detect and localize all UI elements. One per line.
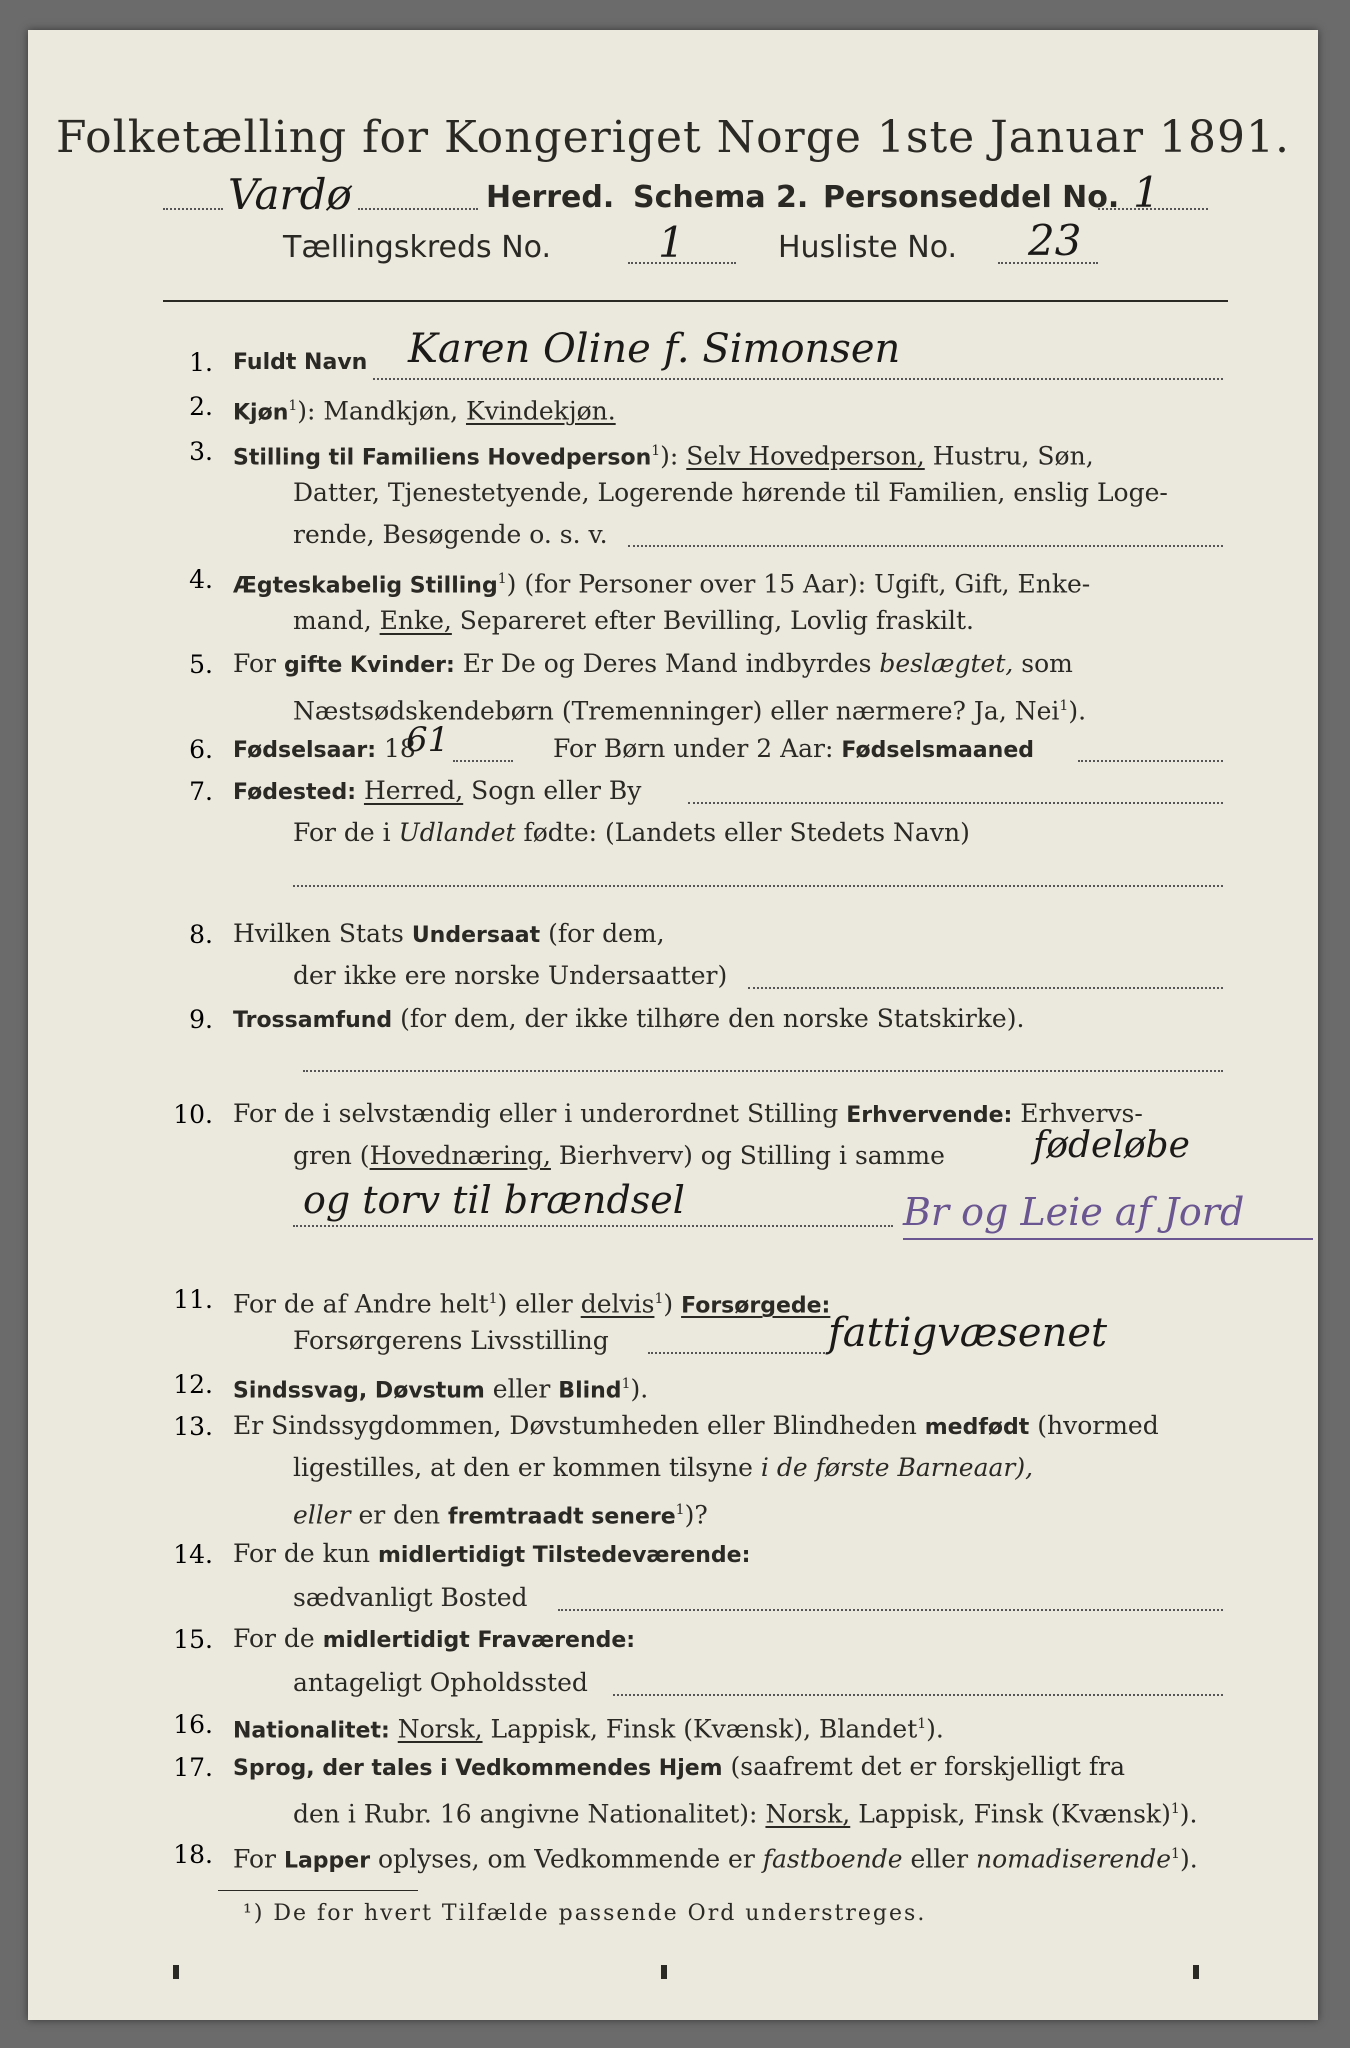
sup-mark: 1 [1170,1801,1180,1817]
header-rule [163,300,1228,302]
q12-label: Sindssvag, Døvstum [233,1378,485,1404]
q5-text-c: som [1013,649,1073,678]
q11-text-b: ) eller [497,1289,581,1319]
herred-label: Herred. [486,180,615,215]
q12-label2: Blind [558,1378,622,1404]
q13-text-a: Er Sindssygdommen, Døvstumheden eller Blindheden [233,1411,925,1440]
q7-line2-it: Udlandet [398,818,516,847]
sup-mark: 1 [917,1716,927,1732]
q17-selected: Norsk, [765,1799,851,1829]
sup-mark: 1 [675,1502,685,1518]
herred-value: Vardø [228,170,352,219]
q13-line3-it: eller [293,1500,351,1530]
dotted-line [648,1352,828,1354]
personseddel-label: Personseddel No. [823,180,1120,215]
dotted-line [628,262,736,264]
sup-mark: 1 [488,1291,498,1307]
q8-label: Undersaat [411,923,541,948]
q4-text [233,563,1090,602]
q4-label: Ægteskabelig Stilling [233,573,498,599]
q18-it2: nomadiserende [976,1844,1172,1874]
q18-it1: fastboende [762,1844,903,1874]
footnote-rule [218,1890,418,1891]
q13-text [233,1410,1159,1444]
q18-text-c: eller [902,1844,976,1874]
q6-text-a: For Børn under 2 Aar: [553,734,842,763]
sup-mark: 1 [497,571,507,587]
sup-mark: 1 [1059,698,1069,714]
q8-line2: der ikke ere norske Undersaatter) [293,961,728,990]
q2-text [233,390,616,429]
sup-mark: 1 [621,1376,631,1392]
dotted-line [613,1694,1223,1696]
q10-answer2: og torv til brændsel [303,1178,685,1222]
census-form [28,30,1318,2020]
q15-text [233,1623,635,1657]
dotted-line [688,802,1223,804]
q11-selected: delvis [580,1289,655,1319]
q3-text [233,435,1094,474]
item-number: 1. [189,348,213,377]
q3-label: Stilling til Familiens Hovedperson [233,445,652,471]
dotted-line [998,262,1098,264]
q8-text-a: Hvilken Stats [233,919,412,948]
item-number: 11. [173,1285,213,1314]
q7-line2b: fødte: (Landets eller Stedets Navn) [515,818,970,847]
q7-text-a: Sogn eller By [463,776,642,805]
q17-line2: den i Rubr. 16 angivne Nationalitet): Norsk, Lappisk, Finsk (Kvænsk)$^1$). [293,1799,1198,1829]
q10-line2a: gren ( [293,1141,370,1170]
q11-text-c: ) [663,1289,682,1319]
item-number: 13. [173,1412,213,1441]
q4-line2a: mand, [293,606,380,635]
sup-mark: 1 [654,1291,664,1307]
q13-label: medfødt [924,1415,1030,1440]
q17-text [233,1751,1125,1785]
item-number: 14. [173,1540,213,1569]
item-number: 16. [173,1710,213,1739]
q3-line3: rende, Besøgende o. s. v. [293,520,608,549]
item-number: 5. [189,650,213,679]
q13-line3a: er den [350,1500,449,1530]
sup-mark: 1 [288,398,298,414]
dotted-line [558,1609,1223,1611]
item-number: 12. [173,1370,213,1399]
q16-text: Nationalitet: Norsk, Lappisk, Finsk (Kvænsk), Blandet$^1$). [233,1714,944,1744]
q6-text [233,733,416,767]
q6-label: Fødselsaar: [233,738,376,763]
q5-text [233,648,1073,682]
q5-text-a: For [233,649,284,678]
dotted-line [358,208,478,210]
personseddel-value: 1 [1133,168,1160,217]
q8-text [233,918,665,952]
q13-text-b: (hvormed [1029,1411,1159,1440]
q4-text-a: ) (for Personer over 15 Aar): Ugift, Gift, Enke- [506,569,1091,599]
q17-label: Sprog, der tales i Vedkommendes Hjem [233,1756,723,1781]
husliste-value: 23 [1028,216,1082,265]
q11-answer: fattigvæsenet [828,1310,1108,1356]
q15-text-a: For de [233,1624,323,1653]
q6-text-b [553,733,1034,767]
q10-text-a: For de i selvstændig eller i underordnet Stilling [233,1099,847,1128]
q15-line2: antageligt Opholdssted [293,1668,588,1697]
q16-label: Nationalitet: [233,1718,390,1744]
dotted-line [628,545,1223,547]
q18-text-b: oplyses, om Vedkommende er [370,1844,763,1874]
q10-answer1: fødeløbe [1033,1125,1190,1166]
q10-line2b: Bierhverv) og Stilling i samme [550,1141,945,1170]
q10-line2 [293,1140,945,1172]
q5-line2: Næstsødskendebørn (Tremenninger) eller nærmere? Ja, Nei$^1$). [293,696,1087,726]
q6-label2: Fødselsmaaned [841,738,1034,763]
item-number: 18. [173,1840,213,1869]
q17-line2b: Lappisk, Finsk (Kvænsk) [850,1799,1171,1829]
q7-label: Fødested: [233,780,356,805]
q17-line2a: den i Rubr. 16 angivne Nationalitet): [293,1799,766,1829]
registration-mark [661,1965,667,1979]
q10-label: Erhvervende: [846,1103,1013,1128]
q14-text-a: For de kun [233,1539,378,1568]
q13-line2 [293,1452,1033,1484]
item-number: 15. [173,1625,213,1654]
item-number: 6. [189,735,213,764]
q7-text [233,775,641,809]
item-number: 17. [173,1753,213,1782]
dotted-line [1078,760,1223,762]
q1-answer: Karen Oline f. Simonsen [408,326,901,372]
item-number: 7. [189,777,213,806]
q11-text [233,1283,830,1322]
dotted-line [373,378,1223,380]
registration-mark [1193,1965,1199,1979]
q13-line2-it: i de første Barneaar), [760,1453,1034,1482]
q7-selected: Herred, [363,776,464,805]
q1-label: Fuldt Navn [233,350,368,375]
q13-line3: eller er den fremtraadt senere$^1$)? [293,1500,708,1530]
q2-selected: Kvindekjøn. [465,396,616,426]
q7-line2a: For de i [293,818,399,847]
kreds-value: 1 [658,218,685,267]
q9-label: Trossamfund [233,1008,393,1033]
kreds-label: Tællingskreds No. [283,230,551,265]
q18-text: For Lapper oplyses, om Vedkommende er fastboende eller nomadiserende$^1$). [233,1844,1198,1874]
q4-line2 [293,605,974,637]
item-number: 10. [173,1100,213,1129]
q15-label: midlertidigt Fraværende: [322,1628,636,1653]
q18-text-a: For [233,1844,284,1874]
q4-selected: Enke, [379,606,452,635]
q13-label2: fremtraadt senere [448,1504,676,1530]
q13-line2a: ligestilles, at den er kommen tilsyne [293,1453,761,1482]
q10-answer-violet: Br og Leie af Jord [903,1190,1245,1234]
dotted-line [293,1225,893,1227]
q6-answer: 61 [406,720,450,760]
q4-line2b: Separeret efter Bevilling, Lovlig fraskilt. [451,606,974,635]
sup-mark: 1 [651,443,661,459]
registration-mark [173,1965,179,1979]
footnote: ¹) De for hvert Tilfælde passende Ord understreges. [243,1901,927,1926]
sup-mark: 1 [1171,1846,1180,1862]
q12-text-a: eller [484,1374,559,1404]
q14-line2: sædvanligt Bosted [293,1583,528,1612]
q9-text-a: (for dem, der ikke tilhøre den norske Statskirke). [392,1004,1025,1033]
dotted-line [303,1070,1223,1072]
q6-prefix: 18 [376,734,416,763]
q7-line2 [293,817,970,849]
q3-selected: Selv Hovedperson, [686,441,925,471]
dotted-line [748,987,1223,989]
item-number: 8. [189,920,213,949]
q2-text-a: ): Mandkjøn, [297,396,466,426]
q18-label: Lapper [283,1848,371,1874]
q3-text-a: ): [660,441,687,471]
violet-underline [903,1238,1313,1240]
schema-label: Schema 2. [633,180,809,215]
item-number: 9. [189,1005,213,1034]
q10-text [233,1098,1143,1132]
q17-text-a: (saafremt det er forskjelligt fra [722,1752,1125,1781]
item-number: 3. [189,437,213,466]
q10-selected: Hovednæring, [369,1141,551,1170]
q2-label: Kjøn [233,400,289,426]
item-number: 2. [189,392,213,421]
dotted-line [453,760,513,762]
q9-text [233,1003,1024,1037]
q5-label: gifte Kvinder: [283,653,455,678]
q10-text-b: Erhvervs- [1012,1099,1143,1128]
q16-text-a: Lappisk, Finsk (Kvænsk), Blandet [482,1714,918,1744]
dotted-line [293,885,1223,887]
dotted-line [163,208,223,210]
q16-selected: Norsk, [397,1714,483,1744]
dotted-line [1098,208,1208,210]
q5-line2-text: Næstsødskendebørn (Tremenninger) eller nærmere? Ja, Nei [293,696,1060,726]
q3-line2: Datter, Tjenestetyende, Logerende hørende til Familien, enslig Loge- [293,478,1168,507]
husliste-label: Husliste No. [778,230,958,265]
q11-label: Forsørgede: [681,1293,831,1319]
q8-text-b: (for dem, [540,919,665,948]
q3-text-b: Hustru, Søn, [924,441,1094,471]
form-title: Folketælling for Kongeriget Norge 1ste Januar 1891. [56,112,1290,163]
q11-text-a: For de af Andre helt [233,1289,489,1319]
q14-label: midlertidigt Tilstedeværende: [377,1543,751,1568]
q14-text [233,1538,750,1572]
q5-italic: beslægtet, [879,649,1014,678]
item-number: 4. [189,565,213,594]
q5-text-b: Er De og Deres Mand indbyrdes [454,649,880,678]
q11-line2: Forsørgerens Livsstilling [293,1326,609,1355]
q12-text: Sindssvag, Døvstum eller Blind$^1$). [233,1374,649,1404]
